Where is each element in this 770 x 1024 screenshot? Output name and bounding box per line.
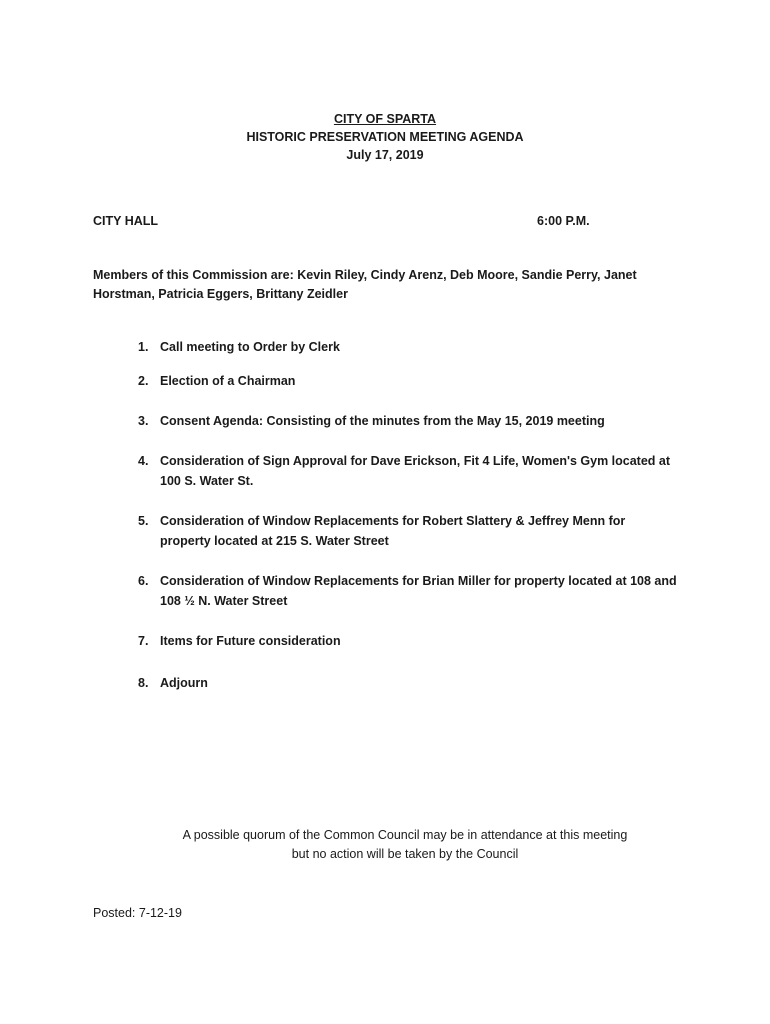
agenda-item-number: 5. xyxy=(138,514,149,528)
quorum-notice-line: A possible quorum of the Common Council may be in attendance at this meeting xyxy=(182,828,628,842)
agenda-item-text: Adjourn xyxy=(160,676,208,690)
agenda-item-number: 7. xyxy=(138,634,149,648)
agenda-item-number: 4. xyxy=(138,454,149,468)
quorum-notice-line: but no action will be taken by the Council xyxy=(291,847,519,861)
meeting-time: 6:00 P.M. xyxy=(537,214,590,228)
agenda-item-number: 2. xyxy=(138,374,149,388)
agenda-item-text: Consent Agenda: Consisting of the minutes from the May 15, 2019 meeting xyxy=(160,414,605,428)
agenda-item-text: Election of a Chairman xyxy=(160,374,296,388)
quorum-notice xyxy=(140,826,670,864)
agenda-item-number: 8. xyxy=(138,676,149,690)
agenda-item-text: Consideration of Window Replacements for Robert Slattery & Jeffrey Menn for property located at 215 S. Water Street xyxy=(160,514,626,548)
agenda-item xyxy=(138,411,678,431)
agenda-item xyxy=(138,337,678,357)
agenda-item xyxy=(138,451,678,491)
posted-date: Posted: 7-12-19 xyxy=(93,906,182,920)
agenda-item xyxy=(138,673,678,693)
agenda-item xyxy=(138,511,678,551)
agenda-item-text: Call meeting to Order by Clerk xyxy=(160,340,340,354)
agenda-item xyxy=(138,571,678,611)
agenda-item-number: 3. xyxy=(138,414,149,428)
agenda-item-number: 1. xyxy=(138,340,149,354)
meeting-location: CITY HALL xyxy=(93,214,159,228)
agenda-item-text: Consideration of Window Replacements for Brian Miller for property located at 108 and 108 ½ N. Water Street xyxy=(160,574,677,608)
agenda-item xyxy=(138,631,678,651)
agenda-header xyxy=(0,110,770,164)
agenda-item xyxy=(138,371,678,391)
agenda-item-text: Items for Future consideration xyxy=(160,634,341,648)
agenda-title: HISTORIC PRESERVATION MEETING AGENDA xyxy=(246,130,524,144)
agenda-item-number: 6. xyxy=(138,574,149,588)
commission-members: Members of this Commission are: Kevin Riley, Cindy Arenz, Deb Moore, Sandie Perry, Janet Horstman, Patricia Eggers, Brittany Zeidler xyxy=(93,268,637,301)
meeting-date: July 17, 2019 xyxy=(346,148,424,162)
agenda-item-text: Consideration of Sign Approval for Dave Erickson, Fit 4 Life, Women's Gym located at 100 S. Water St. xyxy=(160,454,671,488)
city-name: CITY OF SPARTA xyxy=(333,112,437,126)
